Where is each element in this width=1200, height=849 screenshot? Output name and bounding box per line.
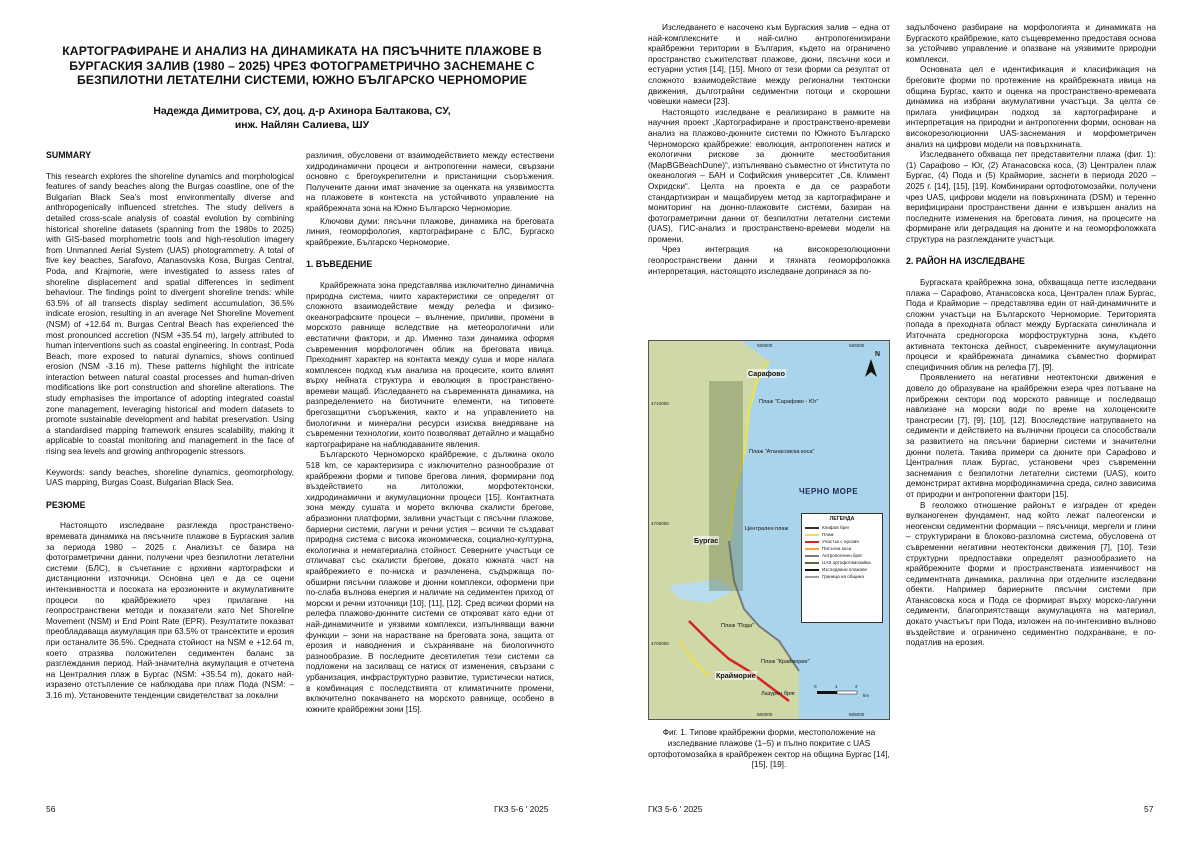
scale-tick-0: 0: [814, 684, 817, 689]
legend-item: [805, 573, 879, 580]
legend-label: Пясъчна коса: [822, 545, 852, 551]
legend-swatch: [805, 541, 819, 543]
legend-title: ЛЕГЕНДА: [829, 516, 855, 522]
legend-item: [805, 566, 879, 573]
intro-heading: 1. ВЪВЕДЕНИЕ: [306, 259, 373, 270]
legend-swatch: [805, 527, 819, 529]
legend-item: [805, 538, 879, 545]
sea-label: ЧЕРНО МОРЕ: [799, 487, 859, 496]
scale-tick-1: 1: [835, 684, 838, 689]
right-col2-paragraph-6: В геоложко отношение районът е изграден от креден вулканогенен фундамент, над който лежат палеогенски и неогенски седиментни формации – пясъчници, мергели и глини – структурирани в блоково-разломна система, обусловена от съвременни негативни неотектонски движения [7], [10]. Тези структурни предпоставки определят разнообразието на крайбрежните форми и пространствената изменчивост на седиментната динамика, различна при отделните изследвани обекти. Например бариерните пясъчни системи при Атанасовска коса и Пода се формират върху морско-лагунни седименти, благоприятстващи акумулацията на материал, докато участъкът при Пода, изложен на по-интензивно вълново въздействие и ограничено седиментно подхранване, е по-податлив на ерозия.: [906, 499, 1156, 648]
legend-swatch: [805, 548, 819, 550]
legend-label: Плаж: [822, 531, 834, 537]
right-col1-paragraph-2: Настоящото изследване е реализирано в рамките на научния проект „Картографиране и пространствено-времеви анализ на плажово-дюнните системи по Южното Българско Черноморско крайбрежие: еволюция, антропогенен натиск и екологични рискове за дюнните местообитания (MapBGBeachDune)“, изпълнявано съвместно от Института по океанология – БАН и Софийския университет „Св. Климент Охридски“. Целта на проекта е да се разработи стандартизиран и мащабируем метод за картографиране и мониторинг на дюнно-плажовите системи, базиран на фотограметрични данни от безпилотни летателни системи (UAS), ГИС-анализ и пространствено-времеви модели на промени.: [648, 106, 890, 244]
coord-bottom-2: 565000: [849, 712, 865, 717]
beach-label-atanasovska: Плаж "Атанасовска коса": [749, 449, 815, 455]
figure-caption: Фиг. 1. Типове крайбрежни форми, местоположение на изследвание плажове (1–5) и пълно покритие с UAS ортофотомозайка в крайбрежен сектор на община Бургас [14], [15], [19].: [648, 727, 890, 770]
right-col2-paragraph-1: задълбочено разбиране на морфологията и динамиката на Бургаското крайбрежие, като същевременно предоставя основа за устойчиво управление и опазване на уязвимите природни комплекси.: [906, 22, 1156, 64]
keywords-bg: Ключови думи: пясъчни плажове, динамика на бреговата линия, геоморфология, картографиране с БЛС, Бургаско крайбрежие, Българско Черноморие.: [306, 215, 554, 247]
scale-unit: km: [863, 693, 870, 698]
town-sarafovo: Сарафово: [748, 369, 785, 378]
legend-item: [805, 559, 879, 566]
legend-label: UAS ортофотомозайка: [822, 559, 871, 565]
legend-label: Антропогенен бряг: [822, 552, 863, 558]
coord-left-3: 4700000: [651, 641, 669, 646]
paper-title: КАРТОГРАФИРАНЕ И АНАЛИЗ НА ДИНАМИКАТА НА ПЯСЪЧНИТЕ ПЛАЖОВЕ В БУРГАСКИЯ ЗАЛИВ (1980 – 2025) ЧРЕЗ ФОТОГРАМЕТРИЧНО ЗАСНЕМАНЕ С БЕЗПИЛОТНИ ЛЕТАТЕЛНИ СИСТЕМИ, ЮЖНО БЪЛГАРСКО ЧЕРНОМОРИЕ: [62, 44, 542, 87]
legend-item: [805, 552, 879, 559]
right-column-1: [648, 22, 890, 276]
legend-item: [805, 531, 879, 538]
authors-line-1: Надежда Димитрова, СУ, доц. д-р Ахинора Балтакова, СУ,: [153, 106, 451, 117]
right-col2-paragraph-2: Основната цел е идентификация и класификация на бреговите форми по протежение на крайбрежната ивица на община Бургас, както и оценка на пространствено-времевата динамика на избрани акумулативни участъци. За целта се прилага унифициран подход за картографиране и интерпретация на природни и антропогенни форми, основан на високорезолюционни UAS-заснемания и морфометричен анализ на цифрови модели на повърхнината.: [906, 64, 1156, 149]
right-col2-paragraph-5: Проявлението на негативни неотектонски движения е довело до образуване на крайбрежни езера чрез потъване на прибрежни сектори под морското равнище и последващо навлизане на морски води по време на холоценските трансгресии [7], [9], [10], [12]. Впоследствие натрупването на седименти и действието на вълнични процеси са способствали за развитието на пясъчни бариерни системи и значителни дюнни полета. Такива примери са дюните при Сарафово и Централния плаж Бургас, установени чрез съвременни заснемания с безпилотни летателни системи (UAS), които демонстрират активна морфодинамична среда, силно зависима от природни и антропогенни фактори [15].: [906, 372, 1156, 499]
legend-item: [805, 545, 879, 552]
right-col2-paragraph-3: Изследването обхваща пет представителни плажа (фиг. 1): (1) Сарафово – Юг, (2) Атанасовска коса, (3) Централен плаж Бургас, (4) Пода и (5) Крайморие, заснети в периода 2020 – 2025 г. [14], [15], [19]. Комбинирани ортофотомозайки, получени чрез UAS, цифрови модели на повърхнината (DSM) и теренно верифицирани пространствени данни е извършен анализ на последните изменения на бреговата линия, на процесите на формиране или деградация на дюните и на геоморфоложката структура на разглежданите участъци.: [906, 149, 1156, 244]
left-column-2: [306, 150, 554, 714]
journal-footer-left: ГКЗ 5-6 ' 2025: [494, 804, 549, 814]
coord-top-2: 565000: [849, 343, 865, 348]
town-krajmorie: Крайморие: [716, 671, 756, 680]
summary-text: This research explores the shoreline dynamics and morphological features of sandy beaches along the Burgas coastline, one of the Bulgarian Black Sea’s most environmentally diverse and anthropogenically influenced stretches. The study delivers a detailed cross-scale analysis of coastal evolution by combining historical shoreline datasets (spanning from the 1980s to 2025) with GIS-based morphometric tools and high-resolution imagery from Unmanned Aerial System (UAS) photogrammetry. A total of five key beaches, Sarafovo, Atanasovska Kosa, Burgas Central, Poda, and Krajmorie, were investigated to assess rates of shoreline displacement and spatial differences in sediment behaviour. The findings point to divergent shoreline trends: while 63.5% of all transects display sediment accumulation, 36.5% indicate erosion, resulting in an average Net Shoreline Movement (NSM) of +12.64 m. Burgas Central Beach has experienced the most pronounced accretion (NSM +35.54 m), largely attributed to human interventions such as coastal engineering. In contrast, Poda Beach, more exposed to natural dynamics, shows continued erosion (NSM -3.16 m). These patterns highlight the intricate interaction between natural coastal processes and human-driven modifications like port construction and shoreline alterations. The study emphasises the importance of adopting integrated coastal zone management, leveraging historical and modern datasets to promote sustainable development and habitat preservation. Using a standardised mapping framework ensures scalability, making it applicable to coastal monitoring and management in the face of rising sea levels and growing anthropogenic stressors.: [46, 170, 294, 457]
intro-paragraph-2: Българското Черноморско крайбрежие, с дължина около 518 km, се характеризира с изключително разнообразие от крайбрежни форми и типове брегова линия, формирани под въздействието на литоложки, морфотектонски, хидродинамични и акумулационни процеси [15]. Контактната зона между сушата и морето включва скалисти брегове, абразионни платформи, заливни участъци с пясъчни плажове, бариерни системи, лагуни и речни устия – всички те създават природна система с висока икономическа, социално-културна, екологична и нематериална стойност. Северните участъци се отличават със скалисти брегове, докато южната част на крайбрежието е по-ниска и разчленена, съдържаща по-обширни пясъчни плажове и дюнни комплекси, оформени при по-слаба вълнова енергия и наличие на седиментен приход от морски и речни източници [10], [11], [12]. Сред всички форми на релефа плажово-дюнните системи се открояват като едни от най-динамичните и уязвими комплекси, изпълняващи важни функции – зони на нарастване на бреговата зона, защита от ерозия и наводнения и съхраняване на биологичното разнообразие. В последните десетилетия тези системи са подложени на засилващ се натиск от изменения, свързани с урбанизация, инфраструктурно развитие, туристически натиск, в комбинация с последствията от климатичните промени, включително покачването на морското равнище, особено в южните крайбрежни зони [15].: [306, 449, 554, 714]
legend-label: Изследвани плажове: [822, 566, 868, 572]
scale-bar: [817, 691, 857, 694]
legend-swatch: [805, 562, 819, 564]
journal-footer-right: ГКЗ 5-6 ' 2025: [648, 804, 703, 814]
legend-swatch: [805, 534, 819, 536]
left-column-1: [46, 150, 294, 701]
legend-label: Клифов бряг: [822, 524, 850, 530]
rezume-heading: РЕЗЮМЕ: [46, 499, 86, 510]
region-heading: 2. РАЙОН НА ИЗСЛЕДВАНЕ: [906, 256, 1025, 267]
figure-1-map: [648, 340, 890, 720]
rezume-text: Настоящото изследване разглежда пространствено-времевата динамика на пясъчните плажове в Бургаския залив за периода 1980 – 2025 г. Анализът се базира на фотограметрични данни, получени чрез безпилотни летателни системи (БЛС), в съчетание с архивни картографски и дистанционни източници. Основна цел е да се оцени интензивността и посоката на ерозионните и акумулативните процеси по крайбрежието чрез прилагане на геопространствени методи и показатели като Net Shoreline Movement (NSM) и End Point Rate (EPR). Резултатите показват преобладаваща акумулация при 63.5% от трансектите и ерозия при останалите 36.5%. Средната стойност на NSM е +12.64 m, което отразява положителен седиментен баланс за разглеждания период. Най-значителна акумулация е отчетена на Централния плаж в Бургас (NSM: +35.54 m), докато най-изразено отстъпление се наблюдава при плаж Пода (NSM: –3.16 m). Установените тенденции свидетелстват за локални: [46, 520, 294, 700]
beach-label-central: Централен плаж: [745, 526, 789, 532]
keywords-en: Keywords: sandy beaches, shoreline dynamics, geomorphology, UAS mapping, Burgas Coast, Bulgarian Black Sea.: [46, 466, 294, 488]
page-number-left: 56: [46, 804, 56, 814]
authors-line-2: инж. Найлян Салиева, ШУ: [234, 120, 370, 131]
scale-tick-2: 2: [855, 684, 858, 689]
intro-paragraph-1: Крайбрежната зона представлява изключително динамична природна система, чиито характеристики се определят от сложното взаимодействие между релефа и физико-океанографските процеси – вълнение, приливи, промени в морското равнище вследствие на метеорологични или евстатични фактори, и др. Именно тази динамика оформя съвременния морфологичен облик на бреговата ивица. Преходният характер на контакта между суша и море налага комплексен подход към анализа на процесите, които влияят върху нейната структура и еволюция в пространствено-времеви мащаб. Изследването на съвременната динамика, на разпределението на биотичните елементи, на типовете брегозащитни съоръжения, както и на управлението на биологични и минерални ресурси изисква внедряване на съвременни технологии, които позволяват детайлно и мащабно картографиране на наблюдаваните явления.: [306, 279, 554, 449]
legend-swatch: [805, 569, 819, 571]
legend-swatch: [805, 576, 819, 578]
legend-label: Участък с ерозия: [822, 538, 859, 544]
page-number-right: 57: [1144, 804, 1154, 814]
coord-top-1: 560000: [757, 343, 773, 348]
right-column-2: [906, 22, 1156, 648]
legend-label: Граница на община: [822, 573, 864, 579]
coord-bottom-1: 560000: [757, 712, 773, 717]
right-col1-paragraph-1: Изследването е насочено към Бургаския залив – една от най-комплексните и най-силно антропогенизирани крайбрежни територии в България, където на ограничено пространство съжителстват плажове, дюни, пясъчни коси и естуарни устия [14], [15]. Много от тези форми са резултат от сложното взаимодействие между регионални тектонски движения, дълготрайни седиментни потоци и скорошни човешки намеси [23].: [648, 22, 890, 107]
coord-left-2: 4705000: [651, 521, 669, 526]
town-burgas: Бургас: [694, 536, 719, 545]
north-label: N: [875, 351, 881, 358]
authors: [52, 105, 552, 133]
map-legend: [801, 513, 883, 623]
summary-heading: SUMMARY: [46, 150, 92, 160]
beach-label-krajmorie: Плаж "Крайморие": [761, 659, 810, 665]
legend-swatch: [805, 555, 819, 557]
beach-label-poda: Плаж "Пода": [721, 623, 755, 629]
uas-mosaic-area: [709, 381, 743, 591]
beach-label-sarafovo: Плаж "Сарафово - Юг": [759, 399, 819, 405]
coord-left-1: 4710000: [651, 401, 669, 406]
legend-item: [805, 524, 879, 531]
beach-label-lazuren: Лазурен бряг: [761, 691, 796, 697]
right-col2-paragraph-4: Бургаската крайбрежна зона, обхващаща петте изследвани плажа – Сарафово, Атанасовска коса, Централен плаж Бургас, Пода и Крайморие – представлява един от най-динамичните и сложни участъци на Българското Черноморие. Територията попада в преходната област между Бургаската синклинала и Източната средногорска морфоструктурна зона, където активната тектонска дейност, съвременните акумулационни процеси и крайбрежната динамика съвместно формират специфичния облик на релефа [7], [9].: [906, 277, 1156, 372]
right-col1-paragraph-3: Чрез интеграция на високорезолюционни геопространствени данни и тяхната геоморфоложка интерпретация, настоящото изследване допринася за по-: [648, 244, 890, 276]
rezume-continued: различия, обусловени от взаимодействието между естествени хидродинамични процеси и антропогенни намеси, свързани основно с брегоукрепителни и пристанищни съоръжения. Получените данни имат значение за оценката на уязвимостта на плажовете в контекста на устойчивото управление на крайбрежната зона на Южно Българско Черноморие.: [306, 150, 554, 213]
